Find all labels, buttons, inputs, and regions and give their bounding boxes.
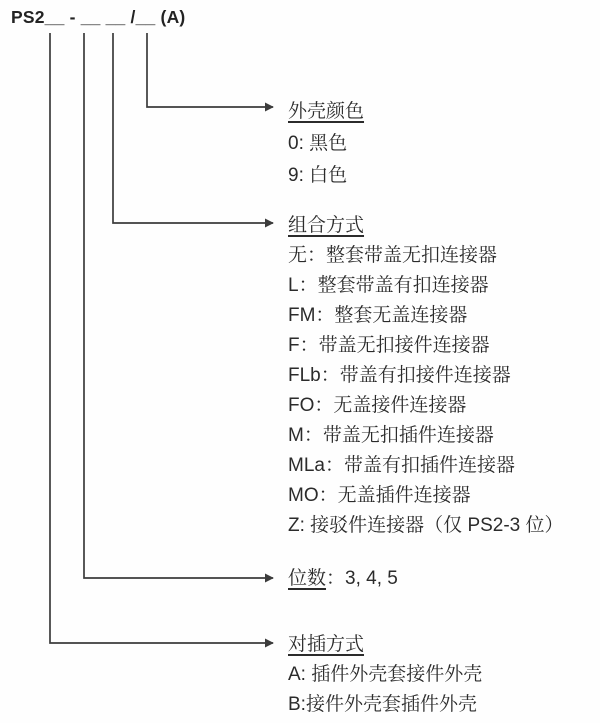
positions-heading: 位数	[288, 568, 327, 589]
shell-color-option-black: 0: 黑色	[288, 133, 348, 154]
combination-option-m: M：带盖无扣插件连接器	[288, 425, 494, 446]
combination-option-z: Z: 接驳件连接器（仅 PS2-3 位）	[288, 515, 564, 536]
combination-heading: 组合方式	[288, 215, 365, 236]
combination-option-flb: FLb：带盖有扣接件连接器	[288, 365, 511, 386]
combination-option-fo: FO：无盖接件连接器	[288, 395, 467, 416]
mating-option-a: A: 插件外壳套接件外壳	[288, 664, 483, 685]
connector-shell-color-arrow	[147, 33, 273, 107]
section-heading-row	[288, 630, 482, 660]
combination-option-f: F：带盖无扣接件连接器	[288, 335, 490, 356]
combination-option-mla: MLa：带盖有扣插件连接器	[288, 455, 515, 476]
positions-colon: ：	[326, 568, 346, 589]
connector-combination-arrow	[113, 33, 273, 223]
combination-option-l: L：整套带盖有扣连接器	[288, 275, 489, 296]
positions-values: 3, 4, 5	[345, 568, 398, 589]
shell-color-option-white: 9: 白色	[288, 165, 348, 186]
combination-option-none: 无：整套带盖无扣连接器	[288, 245, 498, 266]
part-code-template: PS2__ - __ __ /__ (A)	[11, 7, 186, 27]
section-shell-color	[288, 96, 364, 192]
section-heading-row	[288, 211, 564, 241]
section-positions	[288, 564, 398, 594]
shell-color-heading: 外壳颜色	[288, 101, 365, 122]
combination-option-mo: MO：无盖插件连接器	[288, 485, 471, 506]
section-heading-row	[288, 96, 364, 128]
mating-heading: 对插方式	[288, 634, 365, 655]
section-combination	[288, 211, 564, 541]
section-mating	[288, 630, 482, 720]
mating-option-b: B:接件外壳套插件外壳	[288, 694, 477, 715]
combination-option-fm: FM：整套无盖连接器	[288, 305, 468, 326]
